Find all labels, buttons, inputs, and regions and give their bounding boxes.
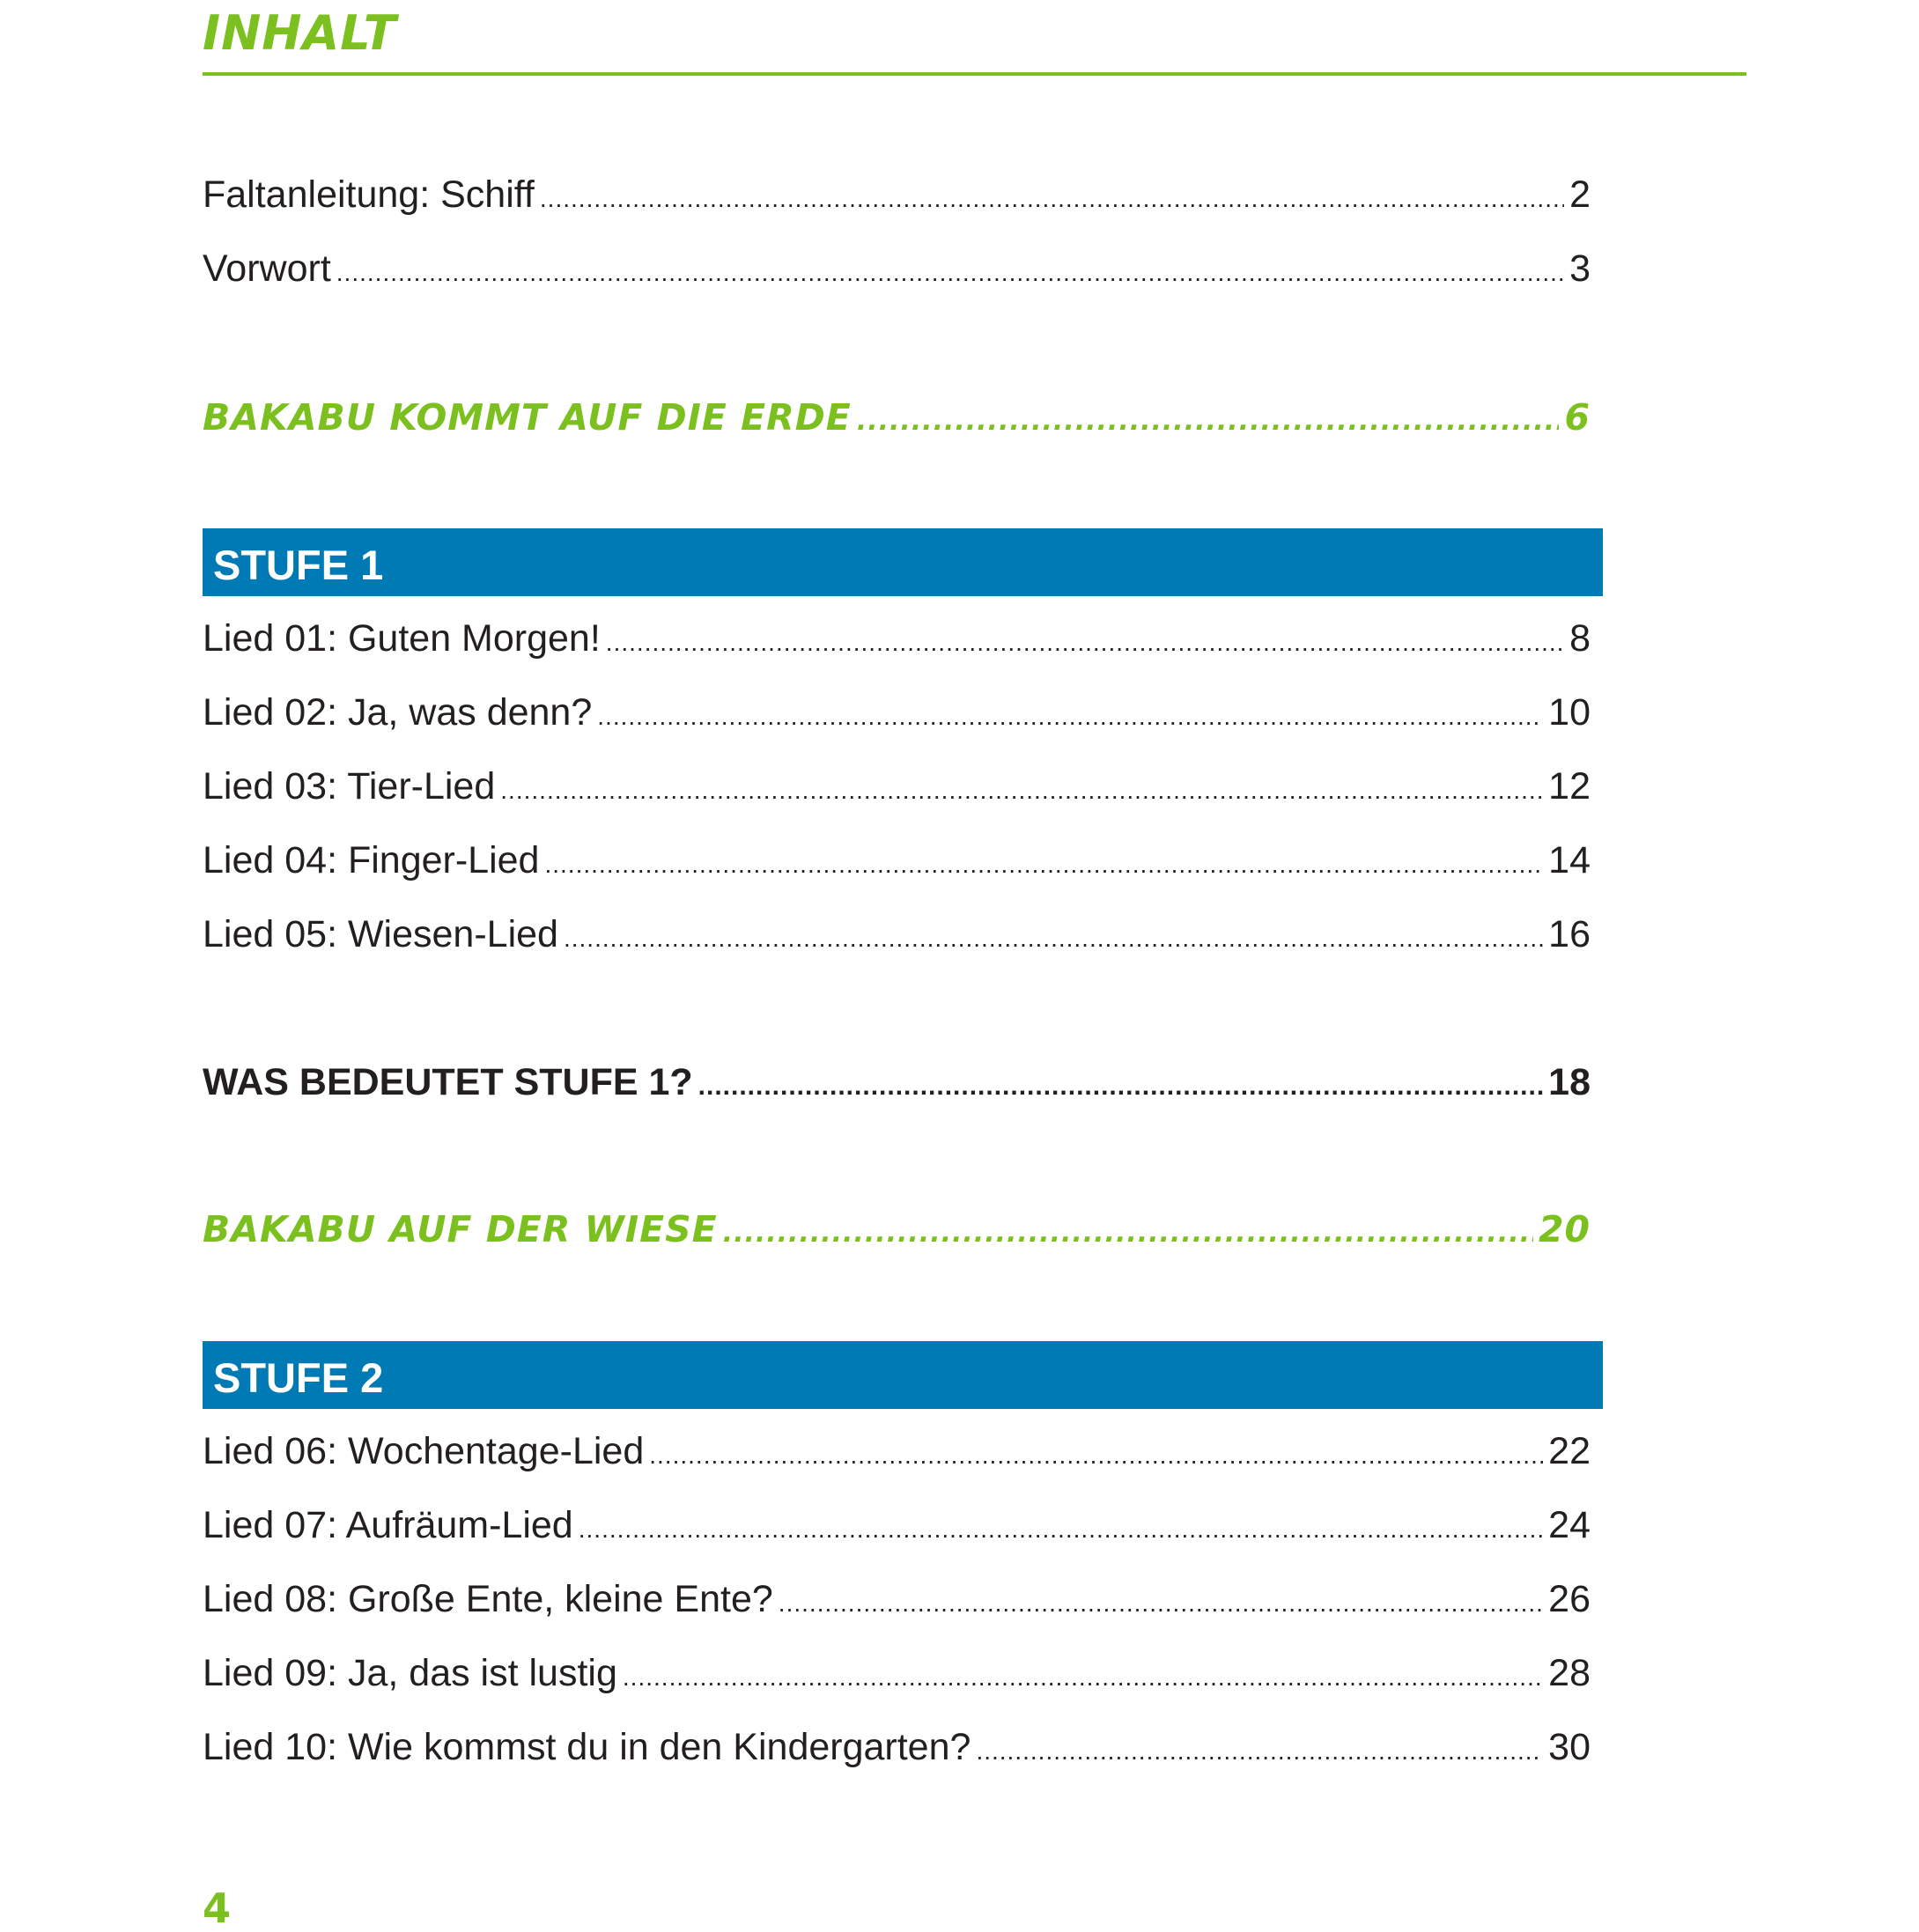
leader-dots (597, 703, 1543, 731)
toc-entry-title: Lied 04: Finger-Lied (203, 839, 540, 881)
toc-chapter-title: BAKABU AUF DER WIESE (203, 1208, 718, 1250)
toc-entry-title: Vorwort (203, 247, 331, 290)
toc-entry-title: Lied 03: Tier-Lied (203, 765, 496, 807)
leader-dots (544, 851, 1543, 879)
page-number: 4 (203, 1884, 232, 1932)
stufe-2-label: STUFE 2 (213, 1354, 384, 1401)
toc-chapter-title: BAKABU KOMMT AUF DIE ERDE (203, 396, 852, 439)
toc-entry-lied-01[interactable] (203, 617, 1591, 660)
toc-entry-title: Lied 06: Wochentage-Lied (203, 1430, 645, 1472)
leader-dots (336, 259, 1564, 287)
toc-entry-title: Lied 09: Ja, das ist lustig (203, 1652, 617, 1694)
stufe-1-label: STUFE 1 (213, 542, 384, 588)
leader-dots (779, 1589, 1543, 1618)
leader-dots (564, 925, 1543, 953)
toc-entry-lied-03[interactable] (203, 765, 1591, 808)
toc-summary-page: 18 (1548, 1061, 1591, 1103)
toc-entry-page: 26 (1548, 1578, 1591, 1620)
leader-dots (500, 777, 1543, 805)
heading-rule (203, 72, 1746, 76)
leader-dots (623, 1663, 1543, 1692)
toc-entry-page: 22 (1548, 1430, 1591, 1472)
toc-entry-page: 12 (1548, 765, 1591, 807)
toc-entry-page: 24 (1548, 1504, 1591, 1546)
page-heading: INHALT (203, 5, 397, 61)
toc-entry-title: Lied 08: Große Ente, kleine Ente? (203, 1578, 773, 1620)
toc-entry-title: Faltanleitung: Schiff (203, 173, 535, 216)
toc-chapter-page: 20 (1538, 1208, 1591, 1250)
leader-dots (540, 185, 1564, 213)
toc-entry-page: 14 (1548, 839, 1591, 881)
toc-entry-page: 8 (1569, 617, 1591, 660)
toc-entry-faltanleitung[interactable] (203, 173, 1591, 217)
toc-entry-page: 28 (1548, 1652, 1591, 1694)
toc-entry-lied-04[interactable] (203, 839, 1591, 882)
toc-summary-stufe-1[interactable] (203, 1061, 1591, 1104)
stufe-1-banner (203, 528, 1603, 596)
toc-summary-title: WAS BEDEUTET STUFE 1? (203, 1061, 693, 1103)
toc-entry-page: 2 (1569, 173, 1591, 216)
stufe-2-banner (203, 1341, 1603, 1409)
toc-entry-page: 30 (1548, 1726, 1591, 1768)
toc-entry-title: Lied 02: Ja, was denn? (203, 691, 593, 734)
leader-dots (579, 1515, 1543, 1544)
toc-entry-page: 10 (1548, 691, 1591, 734)
toc-entry-lied-02[interactable] (203, 691, 1591, 734)
toc-entry-title: Lied 05: Wiesen-Lied (203, 913, 558, 955)
toc-entry-lied-07[interactable] (203, 1504, 1591, 1547)
toc-entry-vorwort[interactable] (203, 247, 1591, 291)
toc-chapter-bakabu-erde[interactable] (203, 396, 1591, 439)
leader-dots (606, 629, 1564, 657)
toc-entry-title: Lied 10: Wie kommst du in den Kindergarten? (203, 1726, 971, 1768)
leader-dots (723, 1218, 1533, 1249)
toc-entry-page: 3 (1569, 247, 1591, 290)
leader-dots (857, 406, 1560, 437)
leader-dots (976, 1737, 1543, 1766)
toc-entry-lied-06[interactable] (203, 1430, 1591, 1473)
toc-entry-lied-10[interactable] (203, 1726, 1591, 1769)
toc-entry-lied-09[interactable] (203, 1652, 1591, 1695)
leader-dots (698, 1072, 1544, 1102)
toc-entry-lied-05[interactable] (203, 913, 1591, 956)
toc-entry-page: 16 (1548, 913, 1591, 955)
toc-entry-lied-08[interactable] (203, 1578, 1591, 1621)
toc-entry-title: Lied 07: Aufräum-Lied (203, 1504, 573, 1546)
toc-entry-title: Lied 01: Guten Morgen! (203, 617, 601, 660)
toc-chapter-page: 6 (1564, 396, 1591, 439)
leader-dots (649, 1442, 1543, 1470)
toc-chapter-bakabu-wiese[interactable] (203, 1208, 1591, 1250)
